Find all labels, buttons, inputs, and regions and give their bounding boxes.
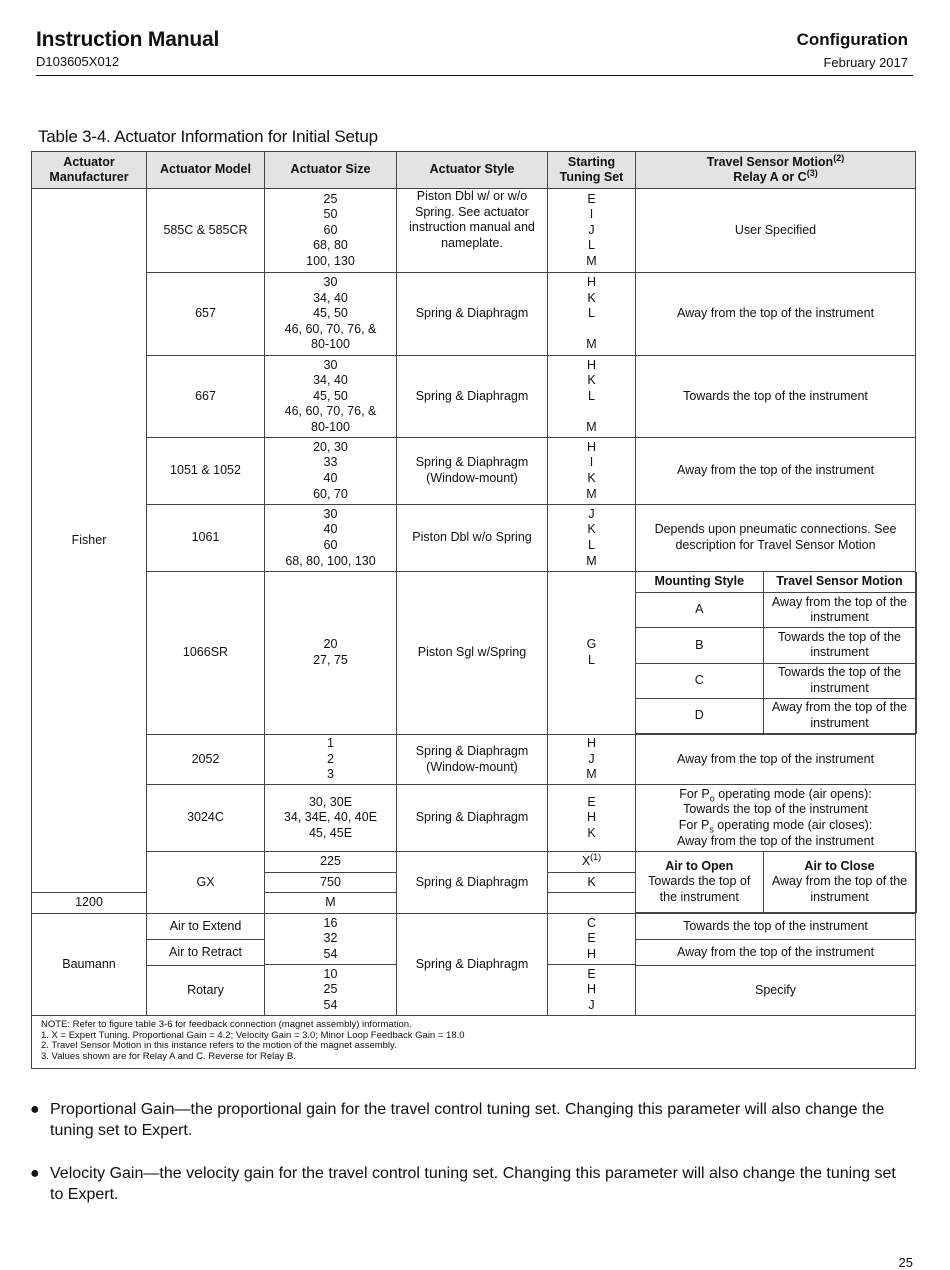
table-row — [32, 505, 916, 572]
bullet-term: Proportional Gain — [50, 1101, 175, 1118]
motion-cell: Towards the top of the instrument — [636, 356, 916, 438]
table-row — [32, 356, 916, 438]
motion-cell: Away from the top of the instrument — [636, 438, 916, 505]
motion-air-to-retract: Away from the top of the instrument — [636, 939, 915, 965]
size-cell: 20 27, 75 — [265, 572, 397, 735]
size-cell: 20, 30 33 40 60, 70 — [265, 438, 397, 505]
tuning-linear: C E H — [586, 915, 597, 961]
motion-cell — [636, 785, 916, 852]
mounting-table — [636, 572, 917, 734]
size-cell: 30, 30E 34, 34E, 40, 40E 45, 45E — [265, 785, 397, 852]
style-cell: Spring & Diaphragm — [397, 356, 548, 438]
subheader-mounting-style: Mounting Style — [636, 572, 763, 593]
air-to-open-cell — [636, 852, 763, 913]
mounting-d-motion: Away from the top of the instrument — [763, 698, 916, 733]
table-row — [32, 572, 916, 735]
style-cell: Piston Sgl w/Spring — [397, 572, 548, 735]
air-to-open-text: Towards the top of the instrument — [648, 874, 751, 904]
tuning-cell: $X^{(1)}$ — [548, 852, 636, 873]
size-cell: 225 — [265, 852, 397, 873]
bullet-velocity-gain — [30, 1163, 910, 1205]
model-air-to-extend: Air to Extend — [169, 918, 242, 933]
bullet-icon: ● — [30, 1101, 40, 1118]
size-cell: 1 2 3 — [265, 735, 397, 785]
air-to-close-title: Air to Close — [804, 858, 875, 873]
header-relay-text: Relay A or C — [733, 170, 807, 184]
manual-title: Instruction Manual — [36, 28, 220, 51]
note-line: 3. Values shown are for Relay A and C. Reverse for Relay B. — [41, 1050, 296, 1062]
table-caption: Table 3-4. Actuator Information for Initial Setup — [38, 127, 378, 146]
motion-rotary: Specify — [636, 965, 915, 1015]
size-cell: 25 50 60 68, 80 100, 130 — [265, 189, 397, 273]
mounting-a-motion: Away from the top of the instrument — [763, 593, 916, 628]
model-cell: 585C & 585CR — [147, 189, 265, 273]
motion-cell: Away from the top of the instrument — [636, 273, 916, 356]
table-header-row — [32, 152, 916, 189]
size-linear: 16 32 54 — [323, 915, 338, 961]
motion-air-closes-text: Away from the top of the instrument — [676, 833, 875, 848]
baumann-motion — [636, 914, 916, 1016]
tuning-cell: H K L M — [548, 273, 636, 356]
style-cell: Piston Dbl w/o Spring — [397, 505, 548, 572]
motion-cell: Away from the top of the instrument — [636, 735, 916, 785]
footnote-ref: (2) — [833, 152, 845, 163]
baumann-sizes — [265, 914, 397, 1016]
tuning-cell: K — [548, 872, 636, 893]
style-cell: Spring & Diaphragm — [397, 914, 548, 1016]
motion-air-opens-text: Towards the top of the instrument — [683, 802, 868, 817]
size-rotary: 10 25 54 — [265, 964, 396, 1015]
table-row — [32, 735, 916, 785]
tuning-cell: E H K — [548, 785, 636, 852]
mounting-b: B — [636, 628, 763, 663]
baumann-tuning — [548, 914, 636, 1016]
size-cell: 1200 — [32, 893, 147, 914]
air-to-close-cell — [763, 852, 916, 913]
motion-air-opens: For $P_o$ operating mode (air opens): — [679, 786, 872, 804]
tuning-cell: H I K M — [548, 438, 636, 505]
tuning-cell: E I J L M — [548, 189, 636, 273]
motion-cell: User Specified — [636, 189, 916, 273]
motion-cell: Depends upon pneumatic connections. See description for Travel Sensor Motion — [636, 505, 916, 572]
air-to-open-title: Air to Open — [665, 858, 734, 873]
header-motion-text: Travel Sensor Motion — [706, 154, 834, 169]
table-row — [32, 189, 916, 273]
bullet-text: —the proportional gain for the travel control tuning set. Changing this parameter will also change the tuning set to Expert. — [50, 1101, 885, 1139]
tuning-cell: G L — [548, 572, 636, 735]
table-row — [32, 914, 916, 1016]
notes-row — [32, 1016, 916, 1069]
baumann-models — [147, 914, 265, 1016]
style-cell: Piston Dbl w/ or w/o Spring. See actuator instruction manual and nameplate. — [397, 189, 548, 273]
page-number: 25 — [898, 1255, 913, 1270]
model-cell: 667 — [147, 356, 265, 438]
table-row — [32, 852, 916, 873]
header-tuning-set: Starting Tuning Set — [548, 152, 636, 189]
model-cell: GX — [147, 852, 265, 914]
mounting-b-motion: Towards the top of the instrument — [763, 628, 916, 663]
mounting-d: D — [636, 698, 763, 733]
model-air-to-retract: Air to Retract — [147, 939, 264, 965]
header-left — [36, 28, 219, 69]
header-style: Actuator Style — [397, 152, 548, 189]
style-cell: Spring & Diaphragm (Window-mount) — [397, 735, 548, 785]
model-cell: 1066SR — [147, 572, 265, 735]
table-row — [32, 785, 916, 852]
tuning-cell: H J M — [548, 735, 636, 785]
header-size: Actuator Size — [265, 152, 397, 189]
style-cell: Spring & Diaphragm — [397, 852, 548, 914]
table-row — [32, 273, 916, 356]
manufacturer-baumann: Baumann — [32, 914, 147, 1016]
header-model: Actuator Model — [147, 152, 265, 189]
publication-date: February 2017 — [823, 55, 908, 70]
model-cell: 1061 — [147, 505, 265, 572]
size-cell: 30 34, 40 45, 50 46, 60, 70, 76, & 80-100 — [265, 356, 397, 438]
size-cell: 30 34, 40 45, 50 46, 60, 70, 76, & 80-100 — [265, 273, 397, 356]
size-cell: 750 — [265, 872, 397, 893]
model-cell: 657 — [147, 273, 265, 356]
note-line: 2. Travel Sensor Motion in this instance refers to the motion of the magnet assembly. — [41, 1040, 397, 1051]
note-line: 1. X = Expert Tuning. Proportional Gain = 4.2; Velocity Gain = 3.0; Minor Loop Feedback Gain = 18.0 — [41, 1029, 465, 1041]
header-right — [797, 30, 908, 70]
header-travel-sensor-motion — [636, 152, 916, 189]
tuning-rotary: E H J — [548, 964, 635, 1015]
style-cell: Spring & Diaphragm — [397, 273, 548, 356]
footnote-ref: (3) — [806, 167, 818, 178]
motion-air-to-extend: Towards the top of the instrument — [683, 918, 868, 933]
tuning-cell: H K L M — [548, 356, 636, 438]
mounting-style-subtable — [636, 572, 916, 735]
mounting-a: A — [636, 593, 763, 628]
gx-motion-table — [636, 852, 917, 913]
mounting-c-motion: Towards the top of the instrument — [763, 663, 916, 698]
model-rotary: Rotary — [147, 965, 264, 1015]
tuning-cell: J K L M — [548, 505, 636, 572]
tuning-cell: M — [265, 893, 397, 914]
section-title: Configuration — [796, 30, 908, 49]
actuator-info-table — [31, 151, 916, 1069]
air-to-close-text: Away from the top of the instrument — [771, 874, 908, 904]
table-row — [32, 438, 916, 505]
header-divider — [36, 75, 913, 76]
bullet-term: Velocity Gain — [50, 1165, 144, 1182]
size-cell: 30 40 60 68, 80, 100, 130 — [265, 505, 397, 572]
bullet-text: —the velocity gain for the travel control tuning set. Changing this parameter will also change the tuning set to Expert. — [50, 1165, 896, 1203]
bullet-icon: ● — [30, 1165, 40, 1182]
mounting-c: C — [636, 663, 763, 698]
style-cell: Spring & Diaphragm — [397, 785, 548, 852]
document-number: D103605X012 — [36, 54, 120, 69]
gx-motion-subtable — [636, 852, 916, 914]
manufacturer-fisher: Fisher — [32, 189, 147, 893]
model-cell: 2052 — [147, 735, 265, 785]
subheader-travel-sensor-motion: Travel Sensor Motion — [763, 572, 916, 593]
model-cell: 1051 & 1052 — [147, 438, 265, 505]
style-cell: Spring & Diaphragm (Window-mount) — [397, 438, 548, 505]
model-cell: 3024C — [147, 785, 265, 852]
header-manufacturer: Actuator Manufacturer — [32, 152, 147, 189]
motion-air-closes: For $P_s$ operating mode (air closes): — [678, 818, 873, 835]
table-notes — [32, 1016, 916, 1069]
note-line: NOTE: Refer to figure table 3-6 for feedback connection (magnet assembly) information. — [41, 1019, 412, 1030]
bullet-proportional-gain — [30, 1099, 910, 1141]
